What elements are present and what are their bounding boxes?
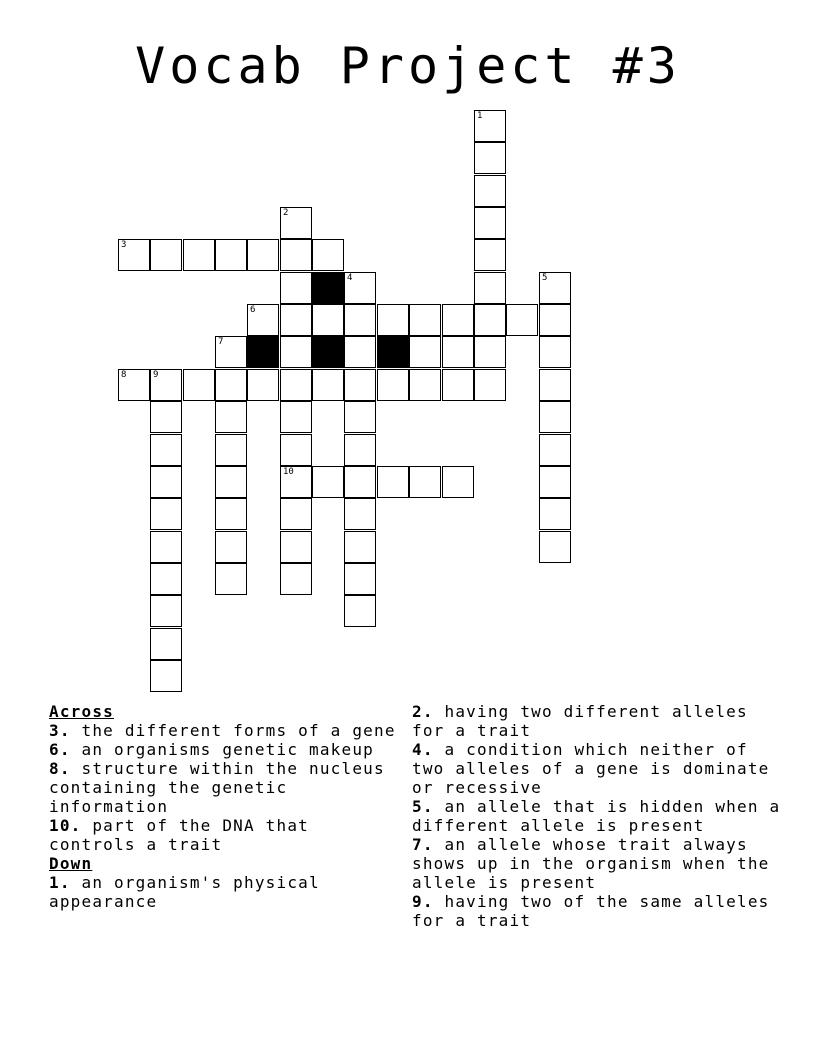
grid-cell[interactable] (344, 466, 376, 498)
clue-text: the different forms of a gene (81, 721, 396, 740)
grid-cell[interactable] (442, 336, 474, 368)
clue-number-label: 3 (121, 240, 127, 250)
clue-text: having two of the same alleles for a trait (412, 892, 770, 930)
clue-down-9 (412, 892, 782, 930)
grid-cell[interactable] (280, 531, 312, 563)
clue-down-1 (49, 873, 399, 911)
grid-cell[interactable] (150, 239, 182, 271)
grid-cell[interactable] (280, 272, 312, 304)
grid-cell[interactable] (150, 466, 182, 498)
clue-number-label: 4 (347, 273, 353, 283)
grid-cell[interactable] (215, 401, 247, 433)
clue-number: 3. (49, 721, 71, 740)
grid-cell[interactable] (344, 336, 376, 368)
grid-cell[interactable] (280, 207, 312, 239)
grid-cell[interactable] (539, 434, 571, 466)
clue-number: 4. (412, 740, 434, 759)
grid-cell[interactable] (344, 498, 376, 530)
grid-cell[interactable] (118, 369, 150, 401)
grid-cell[interactable] (474, 142, 506, 174)
grid-cell-black (377, 336, 409, 368)
grid-cell[interactable] (377, 466, 409, 498)
clue-across-10 (49, 816, 399, 854)
grid-cell-black (312, 272, 344, 304)
clue-number-label: 2 (283, 208, 289, 218)
clue-text: an organism's physical appearance (49, 873, 320, 911)
grid-cell[interactable] (474, 110, 506, 142)
grid-cell[interactable] (312, 304, 344, 336)
grid-cell[interactable] (474, 175, 506, 207)
clue-number: 8. (49, 759, 71, 778)
grid-cell[interactable] (150, 563, 182, 595)
clue-number: 5. (412, 797, 434, 816)
grid-cell[interactable] (377, 369, 409, 401)
clue-number: 1. (49, 873, 71, 892)
grid-cell[interactable] (280, 336, 312, 368)
grid-cell-black (312, 336, 344, 368)
clue-across-6 (49, 740, 399, 759)
clue-number: 2. (412, 702, 434, 721)
grid-cell[interactable] (215, 531, 247, 563)
grid-cell[interactable] (442, 466, 474, 498)
grid-cell[interactable] (344, 595, 376, 627)
grid-cell[interactable] (506, 304, 538, 336)
grid-cell[interactable] (312, 239, 344, 271)
grid-cell[interactable] (474, 369, 506, 401)
grid-cell[interactable] (118, 239, 150, 271)
clue-across-8 (49, 759, 399, 816)
grid-cell[interactable] (183, 239, 215, 271)
grid-cell[interactable] (409, 336, 441, 368)
grid-cell[interactable] (247, 369, 279, 401)
clue-down-4 (412, 740, 782, 797)
grid-cell[interactable] (409, 369, 441, 401)
clue-number-label: 10 (283, 467, 294, 477)
across-heading: Across (49, 702, 114, 721)
grid-cell[interactable] (215, 466, 247, 498)
clue-number: 6. (49, 740, 71, 759)
grid-cell[interactable] (539, 272, 571, 304)
grid-cell[interactable] (344, 369, 376, 401)
grid-cell[interactable] (280, 239, 312, 271)
grid-cell[interactable] (442, 369, 474, 401)
clue-number-label: 9 (153, 370, 159, 380)
grid-cell[interactable] (215, 336, 247, 368)
grid-cell[interactable] (539, 466, 571, 498)
grid-cell[interactable] (344, 272, 376, 304)
clues-right-column (412, 702, 782, 930)
grid-cell[interactable] (474, 239, 506, 271)
grid-cell[interactable] (183, 369, 215, 401)
grid-cell[interactable] (280, 369, 312, 401)
grid-cell[interactable] (312, 466, 344, 498)
grid-cell[interactable] (344, 434, 376, 466)
grid-cell[interactable] (539, 304, 571, 336)
grid-cell-black (247, 336, 279, 368)
grid-cell[interactable] (150, 660, 182, 692)
grid-cell[interactable] (377, 304, 409, 336)
grid-cell[interactable] (474, 304, 506, 336)
clue-text: an allele whose trait always shows up in the organism when the allele is present (412, 835, 770, 892)
grid-cell[interactable] (280, 498, 312, 530)
grid-cell[interactable] (280, 563, 312, 595)
grid-cell[interactable] (280, 401, 312, 433)
clue-number: 9. (412, 892, 434, 911)
grid-cell[interactable] (150, 434, 182, 466)
page-title: Vocab Project #3 (135, 37, 681, 95)
grid-cell[interactable] (215, 563, 247, 595)
grid-cell[interactable] (344, 531, 376, 563)
grid-cell[interactable] (215, 369, 247, 401)
clue-text: an allele that is hidden when a different allele is present (412, 797, 781, 835)
clue-text: part of the DNA that controls a trait (49, 816, 309, 854)
grid-cell[interactable] (539, 401, 571, 433)
grid-cell[interactable] (344, 304, 376, 336)
clue-down-5 (412, 797, 782, 835)
grid-cell[interactable] (215, 498, 247, 530)
grid-cell[interactable] (539, 369, 571, 401)
grid-cell[interactable] (280, 434, 312, 466)
grid-cell[interactable] (344, 401, 376, 433)
grid-cell[interactable] (280, 466, 312, 498)
grid-cell[interactable] (150, 498, 182, 530)
clue-text: having two different alleles for a trait (412, 702, 748, 740)
grid-cell[interactable] (539, 531, 571, 563)
clue-text: an organisms genetic makeup (81, 740, 375, 759)
clue-number-label: 8 (121, 370, 127, 380)
grid-cell[interactable] (247, 239, 279, 271)
grid-cell[interactable] (474, 336, 506, 368)
grid-cell[interactable] (215, 239, 247, 271)
clue-across-3 (49, 721, 399, 740)
grid-cell[interactable] (215, 434, 247, 466)
grid-cell[interactable] (474, 272, 506, 304)
grid-cell[interactable] (150, 401, 182, 433)
clues-left-column (49, 702, 399, 911)
grid-cell[interactable] (442, 304, 474, 336)
grid-cell[interactable] (150, 531, 182, 563)
grid-cell[interactable] (247, 304, 279, 336)
clue-down-2 (412, 702, 782, 740)
grid-cell[interactable] (280, 304, 312, 336)
grid-cell[interactable] (150, 369, 182, 401)
grid-cell[interactable] (344, 563, 376, 595)
grid-cell[interactable] (409, 304, 441, 336)
grid-cell[interactable] (539, 336, 571, 368)
clue-number-label: 7 (218, 337, 224, 347)
clue-text: a condition which neither of two alleles of a gene is dominate or recessive (412, 740, 770, 797)
clue-down-7 (412, 835, 782, 892)
grid-cell[interactable] (474, 207, 506, 239)
clue-number-label: 6 (250, 305, 256, 315)
down-heading: Down (49, 854, 93, 873)
grid-cell[interactable] (409, 466, 441, 498)
clue-text: structure within the nucleus containing the genetic information (49, 759, 385, 816)
grid-cell[interactable] (150, 595, 182, 627)
grid-cell[interactable] (150, 628, 182, 660)
clue-number-label: 1 (477, 111, 483, 121)
clue-number: 7. (412, 835, 434, 854)
grid-cell[interactable] (539, 498, 571, 530)
clue-number: 10. (49, 816, 82, 835)
grid-cell[interactable] (312, 369, 344, 401)
clue-number-label: 5 (542, 273, 548, 283)
